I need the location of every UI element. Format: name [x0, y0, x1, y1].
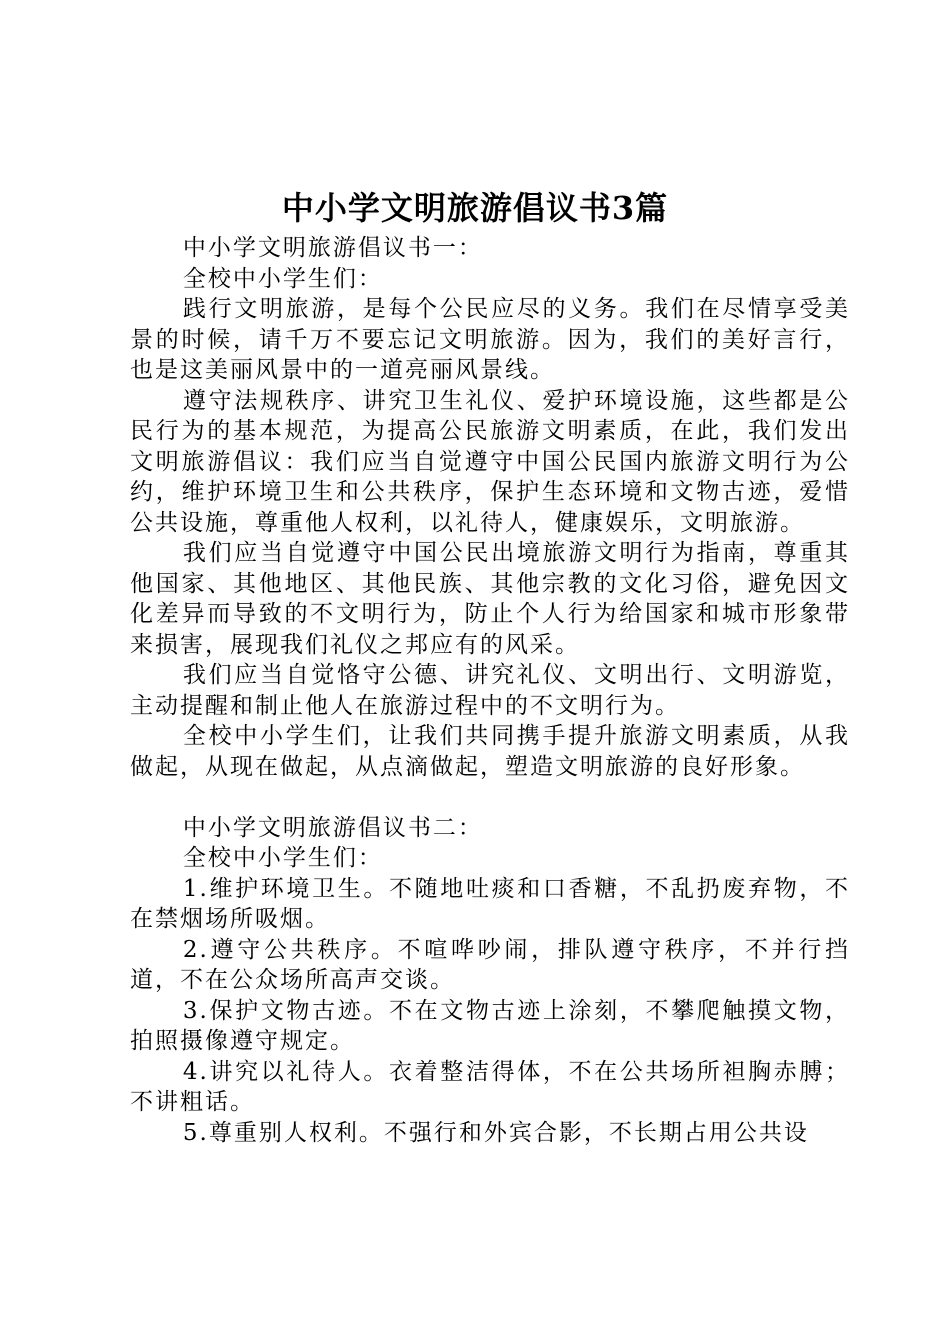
paragraph-heading-two: 中小学文明旅游倡议书二：	[182, 814, 483, 841]
paragraph-heading-one: 中小学文明旅游倡议书一：	[182, 235, 483, 261]
paragraph: 我们应当自觉恪守公德、讲究礼仪、文明出行、文明游览，主动提醒和制止他人在旅游过程中的不文明行为。	[130, 662, 850, 719]
list-item: 5.尊重别人权利。不强行和外宾合影，不长期占用公共设	[182, 1119, 809, 1146]
paragraph-spacer	[130, 782, 850, 813]
paragraph: 我们应当自觉遵守中国公民出境旅游文明行为指南，尊重其他国家、其他地区、其他民族、其他宗教的文化习俗，避免因文化差异而导致的不文明行为，防止个人行为给国家和城市形象带来损害，展现我们礼仪之邦应有的风采。	[130, 540, 850, 658]
list-item: 1.维护环境卫生。不随地吐痰和口香糖，不乱扔废弃物，不在禁烟场所吸烟。	[130, 875, 850, 932]
paragraph: 践行文明旅游，是每个公民应尽的义务。我们在尽情享受美景的时候，请千万不要忘记文明旅游。因为，我们的美好言行，也是这美丽风景中的一道亮丽风景线。	[130, 296, 850, 383]
document-title: 中小学文明旅游倡议书3篇	[281, 189, 669, 227]
paragraph-salutation-two: 全校中小学生们：	[182, 845, 383, 871]
list-item: 4.讲究以礼待人。衣着整洁得体，不在公共场所袒胸赤膊；不讲粗话。	[130, 1058, 850, 1115]
document-body	[130, 233, 850, 1148]
paragraph: 遵守法规秩序、讲究卫生礼仪、爱护环境设施，这些都是公民行为的基本规范，为提高公民旅游文明素质，在此，我们发出文明旅游倡议：我们应当自觉遵守中国公民国内旅游文明行为公约，维护环境卫生和公共秩序，保护生态环境和文物古迹，爱惜公共设施，尊重他人权利，以礼待人，健康娱乐，文明旅游。	[130, 387, 850, 536]
paragraph-salutation-one: 全校中小学生们：	[182, 265, 383, 292]
list-item: 2.遵守公共秩序。不喧哗吵闹，排队遵守秩序，不并行挡道，不在公众场所高声交谈。	[130, 936, 850, 993]
paragraph: 全校中小学生们，让我们共同携手提升旅游文明素质，从我做起，从现在做起，从点滴做起，塑造文明旅游的良好形象。	[130, 723, 850, 780]
list-item: 3.保护文物古迹。不在文物古迹上涂刻，不攀爬触摸文物，拍照摄像遵守规定。	[130, 997, 850, 1054]
